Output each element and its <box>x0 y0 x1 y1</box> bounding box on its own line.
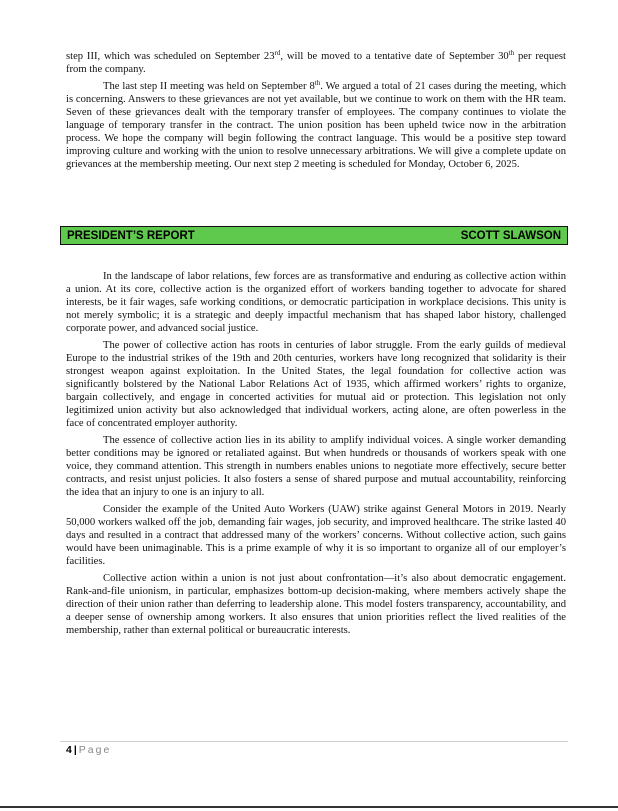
paragraph-step-iii <box>66 50 566 76</box>
paragraph: In the landscape of labor relations, few forces are as transformative and enduring as collective action within a union. At its core, collective action is the organized effort of workers banding together to advocate for shared interests, be it fair wages, safe working conditions, or democratic participation in workplace decisions. This unity is not merely symbolic; it is a strategic and deeply impactful mechanism that has shaped labor history, challenged corporate power, and advanced social justice. <box>66 271 566 334</box>
superscript: rd <box>274 49 281 57</box>
page-number: 4 <box>66 744 72 756</box>
text-run: , will be moved to a tentative date of September 30 <box>280 51 509 62</box>
paragraph-step-ii <box>66 80 566 171</box>
section-author: SCOTT SLAWSON <box>460 229 561 242</box>
top-continuation <box>66 50 566 171</box>
text-run: step III, which was scheduled on September 23 <box>66 51 275 62</box>
paragraph: The power of collective action has roots in centuries of labor struggle. From the early guilds of medieval Europe to the industrial strikes of the 19th and 20th centuries, workers have long recognized that solidarity is their strongest weapon against exploitation. In the United States, the legal foundation for collective action was significantly bolstered by the National Labor Relations Act of 1935, which affirmed workers’ rights to organize, bargain collectively, and engage in concerted activities for mutual aid or protection. This legislation not only legitimized union activity but also acknowledged that individual workers, acting alone, are often powerless in the face of concentrated employer authority. <box>66 340 566 429</box>
paragraph: Consider the example of the United Auto Workers (UAW) strike against General Motors in 2019. Nearly 50,000 workers walked off the job, demanding fair wages, job security, and improved healthcare. The strike lasted 40 days and resulted in a contract that addressed many of the workers’ concerns. Without collective action, such gains would have been unimaginable. This is a prime example of why it is so important to organize all of our employer’s facilities. <box>66 504 566 567</box>
text-run: per request from the company. <box>66 51 566 75</box>
section-header-bar <box>60 226 568 245</box>
footer-divider <box>60 741 568 742</box>
text-run: . We argued a total of 21 cases during the meeting, which is concerning. Answers to these grievances are not yet available, but we continue to work on them with the HR team. Seven of these grievances dealt with the temporary transfer of employees. The company continues to violate the language of temporary transfer in the contract. The union position has been upheld twice now in the arbitration process. We hope the company will begin following the contract language. This would be a positive step toward improving culture and working with the union to resolve unnecessary arbitrations. We will give a complete update on grievances at the membership meeting. Our next step 2 meeting is scheduled for Monday, October 6, 2025. <box>66 81 567 170</box>
paragraph: The essence of collective action lies in its ability to amplify individual voices. A single worker demanding better conditions may be ignored or retaliated against. But when hundreds or thousands of workers speak with one voice, they command attention. This strength in numbers enables unions to negotiate more effectively, secure better contracts, and resist unjust policies. It also fosters a sense of shared purpose and mutual accountability, reinforcing the idea that an injury to one is an injury to all. <box>66 435 566 498</box>
paragraph: Collective action within a union is not just about confrontation—it’s also about democratic engagement. Rank-and-file unionism, in particular, emphasizes bottom-up decision-making, where members actively shape the direction of their union rather than deferring to leadership alone. This model fosters transparency, accountability, and a deeper sense of ownership among workers. It also ensures that union priorities reflect the lived realities of the membership, rather than external political or bureaucratic interests. <box>66 573 566 636</box>
page-label: Page <box>78 744 112 756</box>
presidents-report-body <box>66 270 566 637</box>
superscript: th <box>508 49 515 57</box>
section-title: PRESIDENT’S REPORT <box>67 229 195 242</box>
superscript: th <box>314 79 321 87</box>
footer-separator: | <box>73 744 77 756</box>
page-bottom-border <box>0 806 618 808</box>
page-footer <box>66 744 111 756</box>
text-run: The last step II meeting was held on September 8 <box>103 81 315 92</box>
